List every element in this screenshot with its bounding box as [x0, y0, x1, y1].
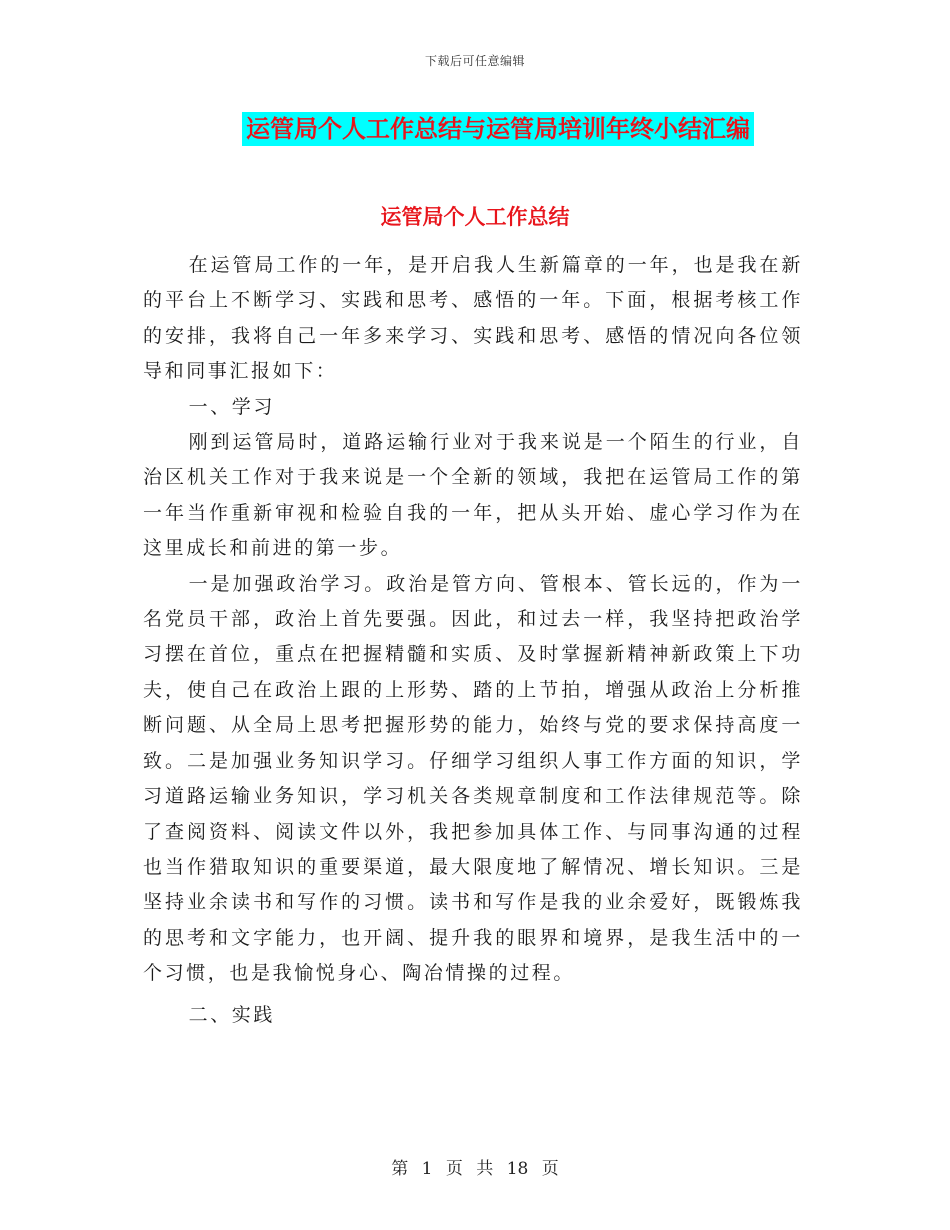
- section-title: 运管局个人工作总结: [380, 205, 570, 229]
- document-body: [143, 248, 803, 1033]
- heading-practice: 二、实践: [188, 1003, 275, 1026]
- document-title: 运管局个人工作总结与运管局培训年终小结汇编: [242, 112, 754, 146]
- header-note: 下载后可任意编辑: [424, 54, 525, 68]
- paragraph-study-detail: 一是加强政治学习。政治是管方向、管根本、管长远的，作为一名党员干部，政治上首先要强。因此，和过去一样，我坚持把政治学习摆在首位，重点在把握精髓和实质、及时掌握新精神新政策上下功夫，使自己在政治上跟的上形势、踏的上节拍，增强从政治上分析推断问题、从全局上思考把握形势的能力，始终与党的要求保持高度一致。二是加强业务知识学习。仔细学习组织人事工作方面的知识，学习道路运输业务知识，学习机关各类规章制度和工作法律规范等。除了查阅资料、阅读文件以外，我把参加具体工作、与同事沟通的过程也当作猎取知识的重要渠道，最大限度地了解情况、增长知识。三是坚持业余读书和写作的习惯。读书和写作是我的业余爱好，既锻炼我的思考和文字能力，也开阔、提升我的眼界和境界，是我生活中的一个习惯，也是我愉悦身心、陶冶情操的过程。: [143, 572, 803, 985]
- page-footer: 第 1 页 共 18 页: [391, 1159, 559, 1179]
- paragraph-intro: 在运管局工作的一年，是开启我人生新篇章的一年，也是我在新的平台上不断学习、实践和思考、感悟的一年。下面，根据考核工作的安排，我将自己一年多来学习、实践和思考、感悟的情况向各位领导和同事汇报如下：: [143, 254, 803, 383]
- paragraph-study-intro: 刚到运管局时，道路运输行业对于我来说是一个陌生的行业，自治区机关工作对于我来说是一个全新的领域，我把在运管局工作的第一年当作重新审视和检验自我的一年，把从头开始、虚心学习作为在这里成长和前进的第一步。: [143, 431, 803, 560]
- document-title-wrapper: [0, 112, 950, 146]
- heading-study: 一、学习: [188, 395, 275, 418]
